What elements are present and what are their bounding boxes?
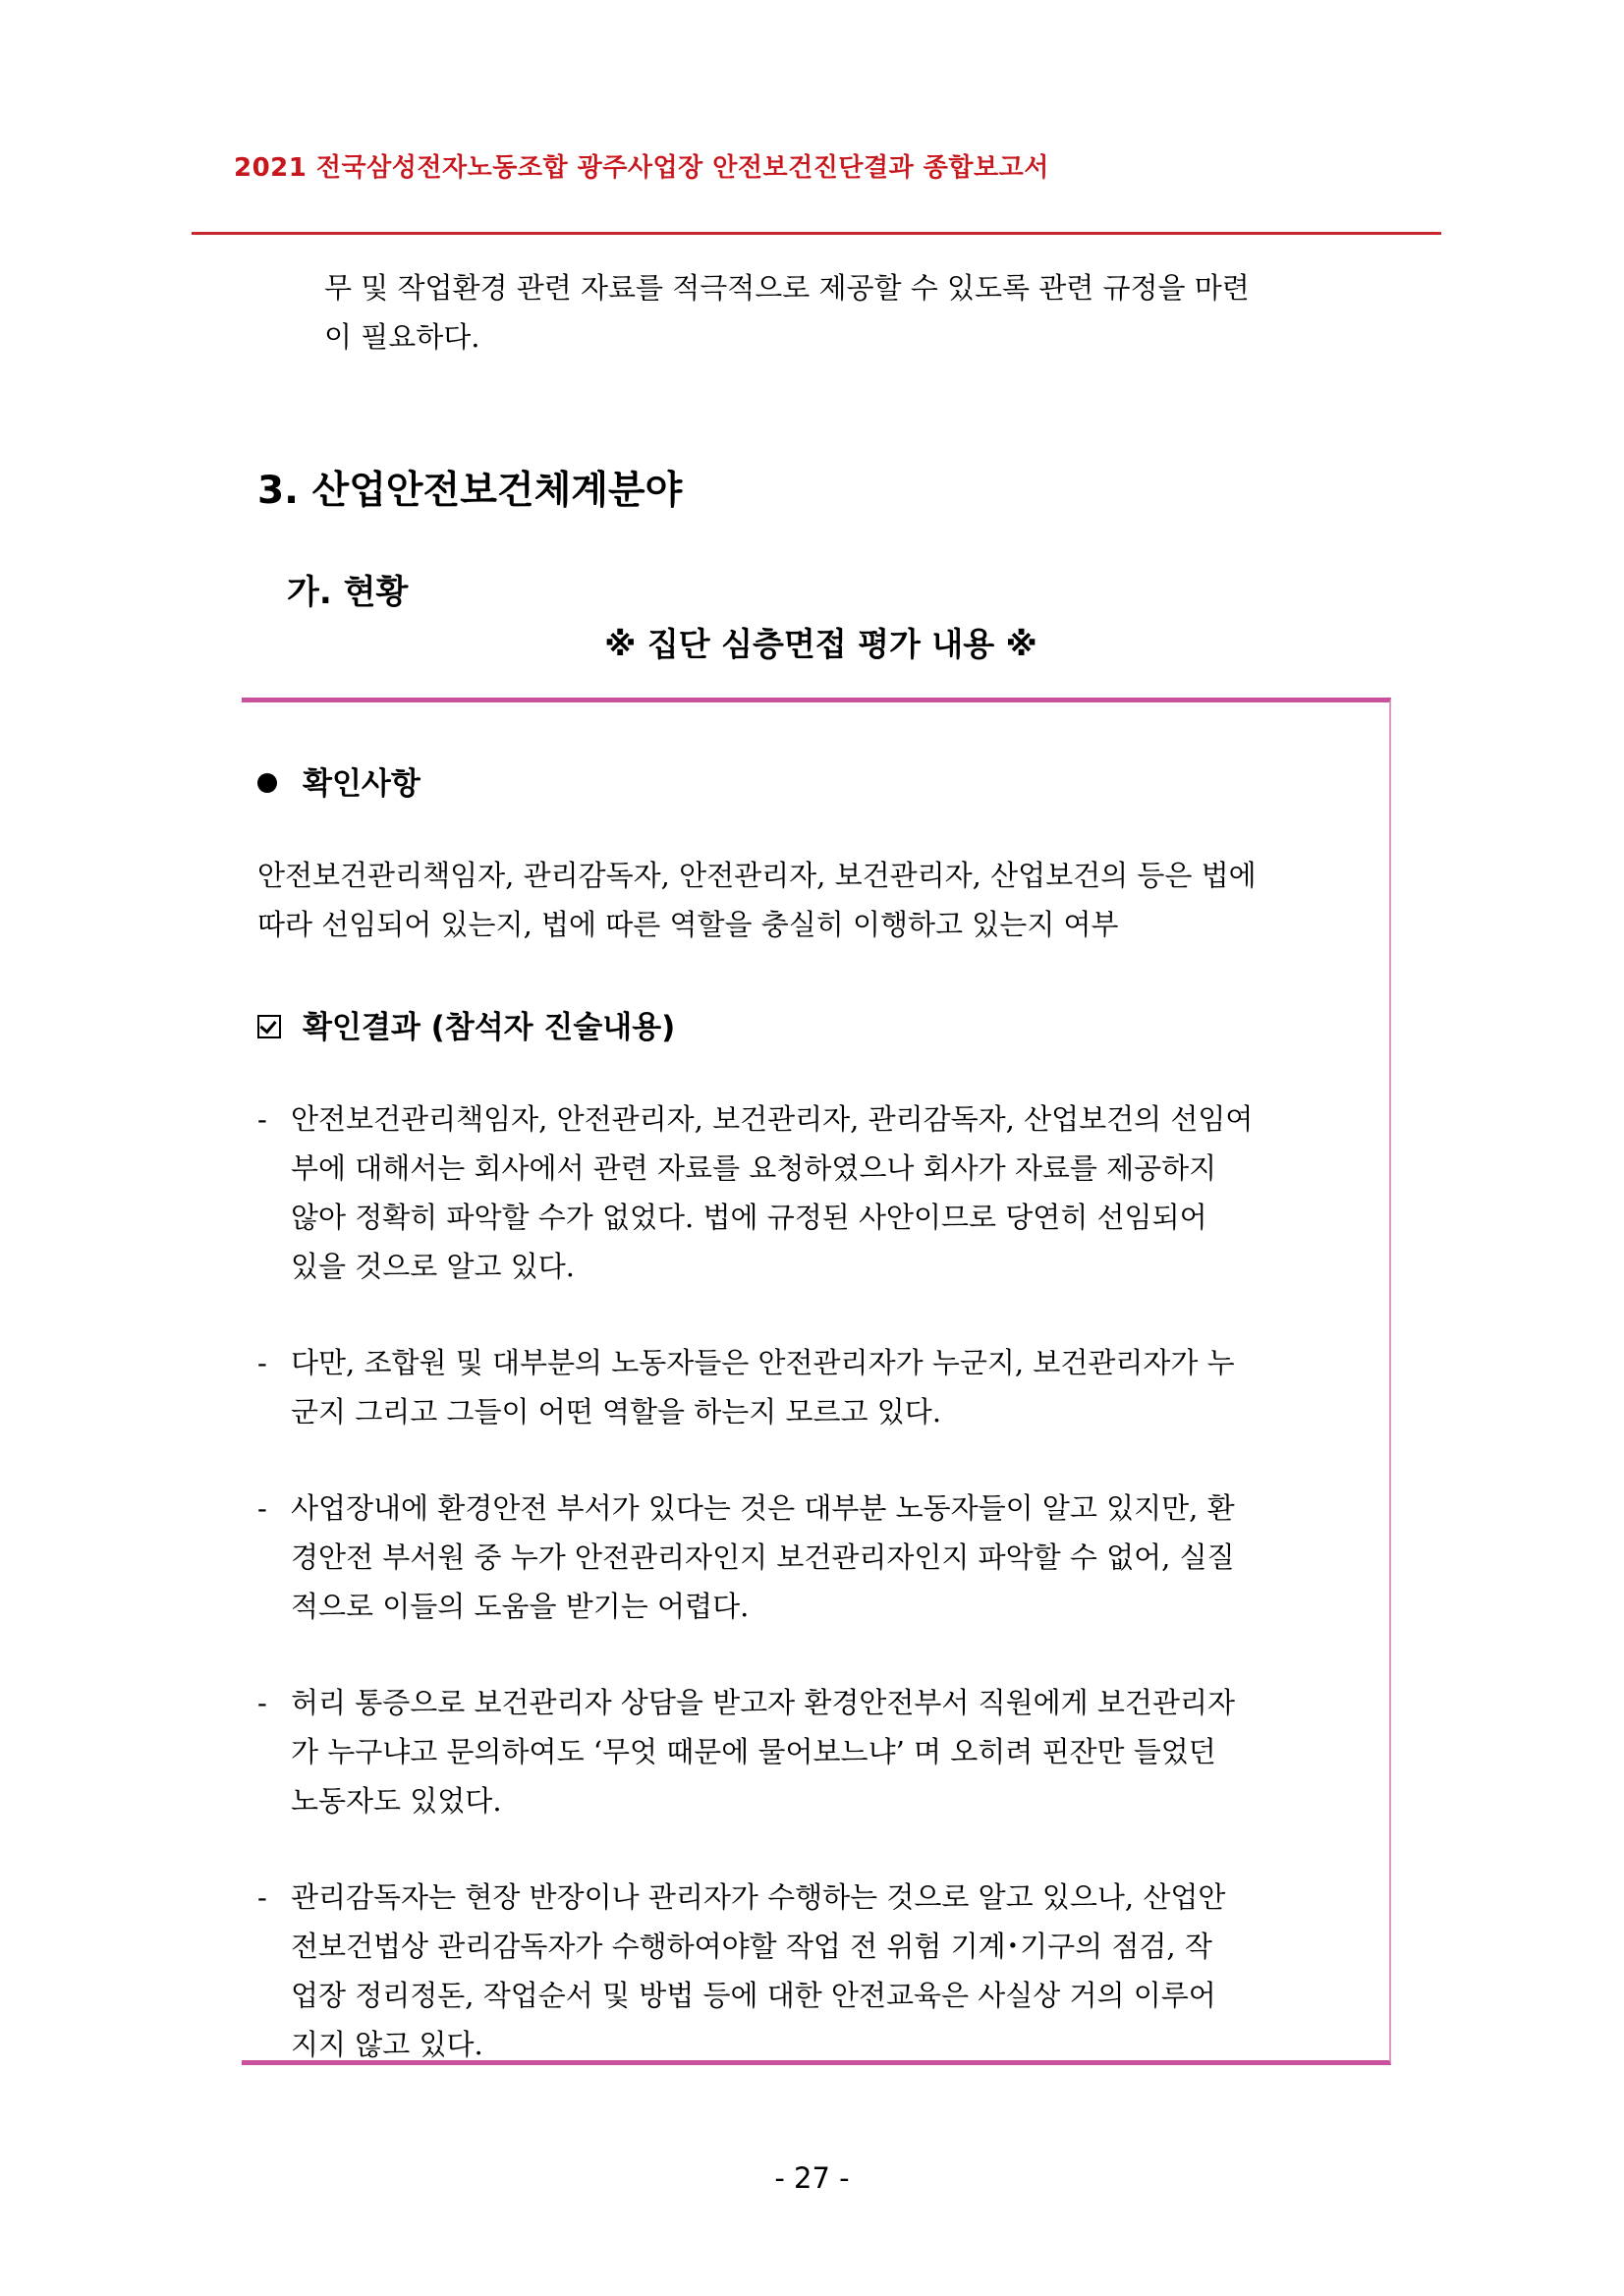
finding-item xyxy=(257,1094,1385,1291)
section-heading: 3. 산업안전보건체계분야 xyxy=(257,469,683,513)
finding-line: 관리감독자는 현장 반장이나 관리자가 수행하는 것으로 알고 있으나, 산업안 xyxy=(291,1880,1226,1914)
finding-item xyxy=(257,1484,1385,1631)
finding-line: 사업장내에 환경안전 부서가 있다는 것은 대부분 노동자들이 알고 있지만, 환 xyxy=(291,1491,1235,1525)
finding-line: 전보건법상 관리감독자가 수행하여야할 작업 전 위험 기계･기구의 점검, 작 xyxy=(291,1930,1212,1963)
check-items-text xyxy=(257,851,1385,949)
dash-marker: - xyxy=(257,1346,267,1379)
check-items-heading-label: 확인사항 xyxy=(303,766,420,802)
finding-line: 허리 통증으로 보건관리자 상담을 받고자 환경안전부서 직원에게 보건관리자 xyxy=(291,1686,1235,1719)
finding-item xyxy=(257,1678,1385,1825)
report-header-title: 2021 전국삼성전자노동조합 광주사업장 안전보건진단결과 종합보고서 xyxy=(234,153,1049,183)
page-number: - 27 - xyxy=(774,2161,850,2195)
intro-paragraph xyxy=(324,263,1405,362)
finding-line: 노동자도 있었다. xyxy=(291,1784,502,1818)
finding-line: 지지 않고 있다. xyxy=(291,2028,483,2061)
findings-list xyxy=(257,1094,1385,2116)
dash-marker: - xyxy=(257,1491,267,1525)
finding-line: 있을 것으로 알고 있다. xyxy=(291,1250,575,1283)
checked-box-icon xyxy=(257,1015,281,1038)
finding-line: 군지 그리고 그들이 어떤 역할을 하는지 모르고 있다. xyxy=(291,1395,942,1428)
finding-line: 적으로 이들의 도움을 받기는 어렵다. xyxy=(291,1590,750,1623)
subsection-heading: 가. 현황 xyxy=(287,573,409,612)
check-results-heading xyxy=(257,1002,675,1046)
check-line: 안전보건관리책임자, 관리감독자, 안전관리자, 보건관리자, 산업보건의 등은 법에 xyxy=(257,859,1257,892)
check-line: 따라 선임되어 있는지, 법에 따른 역할을 충실히 이행하고 있는지 여부 xyxy=(257,908,1119,941)
dash-marker: - xyxy=(257,1102,267,1136)
finding-line: 경안전 부서원 중 누가 안전관리자인지 보건관리자인지 파악할 수 없어, 실질 xyxy=(291,1540,1235,1574)
finding-line: 업장 정리정돈, 작업순서 및 방법 등에 대한 안전교육은 사실상 거의 이루어 xyxy=(291,1979,1216,2012)
check-items-heading xyxy=(257,758,420,803)
finding-item xyxy=(257,1873,1385,2069)
finding-item xyxy=(257,1338,1385,1436)
check-results-heading-label: 확인결과 (참석자 진술내용) xyxy=(303,1010,676,1045)
intro-line: 이 필요하다. xyxy=(324,320,480,354)
bullet-icon xyxy=(257,773,277,793)
dash-marker: - xyxy=(257,1880,267,1914)
finding-line: 가 누구냐고 문의하여도 ‘무엇 때문에 물어보느냐’ 며 오히려 핀잔만 들었던 xyxy=(291,1735,1216,1768)
dash-marker: - xyxy=(257,1686,267,1719)
finding-line: 다만, 조합원 및 대부분의 노동자들은 안전관리자가 누군지, 보건관리자가 누 xyxy=(291,1346,1235,1379)
finding-line: 안전보건관리책임자, 안전관리자, 보건관리자, 관리감독자, 산업보건의 선임여 xyxy=(291,1102,1254,1136)
intro-line: 무 및 작업환경 관련 자료를 적극적으로 제공할 수 있도록 관련 규정을 마련 xyxy=(324,271,1250,305)
finding-line: 부에 대해서는 회사에서 관련 자료를 요청하였으나 회사가 자료를 제공하지 xyxy=(291,1151,1217,1185)
finding-line: 않아 정확히 파악할 수가 없었다. 법에 규정된 사안이므로 당연히 선임되어 xyxy=(291,1201,1207,1234)
header-divider xyxy=(192,232,1441,235)
interview-box-title: ※ 집단 심층면접 평가 내용 ※ xyxy=(604,625,1037,663)
